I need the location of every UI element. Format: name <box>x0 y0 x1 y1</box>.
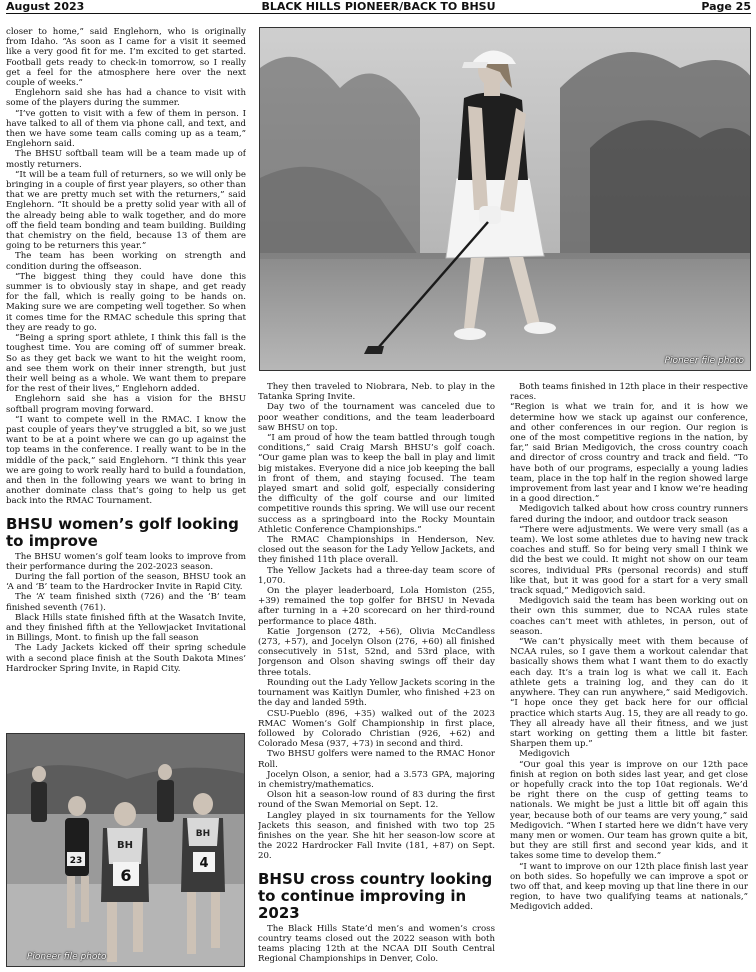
article-paragraph: They then traveled to Niobrara, Neb. to play in the Tatanka Spring Invite. <box>258 382 495 403</box>
bib-number: 4 <box>199 856 209 871</box>
article-paragraph: “We can’t physically meet with them because of NCAA rules, so I gave them a workout calendar that basically shows them what I want them to do exactly each day. It’s a train log is what we call it. Each athlete gets a training log, and they can do it anywhere. They can run anywhere,” said Medigovich. “I hope once they get back here for our official practice which starts Aug. 15, they are all ready to go. They all already have all their fitness, and we just start working on getting them a little bit faster. Sharpen them up.” <box>510 637 748 750</box>
article-paragraph: During the fall portion of the season, BHSU took an ‘A and ‘B’ team to the Hardrocker Invite in Rapid City. <box>6 571 246 593</box>
article-paragraph: closer to home,” said Englehorn, who is originally from Idaho. “As soon as I came for a visit it seemed like a very good fit for me. I’m excited to get started. Football gets ready to check-in tomorrow, so I really get a feel for the atmosphere here over the next couple of weeks.” <box>6 27 246 89</box>
article-paragraph: “I am proud of how the team battled through tough conditions,” said Craig Marsh BHSU’s golf coach. “Our game plan was to keep the ball in play and limit big mistakes. Everyone did a nice job keeping the ball in front of them, and staying focused. The team played smart and solid golf, especially considering the difficulty of the golf course and our limited competitive rounds this spring. We will use our recent success as a springboard into the Rocky Mountain Athletic Conference Championships.” <box>258 433 495 535</box>
article-paragraph: “It will be a team full of returners, so we will only be bringing in a couple of first year players, so other than that we are pretty much set with the returners,” said Englehorn. “It should be a pretty solid year with all of the already being able to walk together, and do more off the field team bonding and team building. Building that chemistry on the field, because 13 of them are going to be returners this year.” <box>6 169 246 252</box>
article-paragraph: Olson hit a season-low round of 83 during the first round of the Swan Memorial on Sept. 12. <box>258 790 495 811</box>
article-paragraph: “Region is what we train for, and it is how we determine how we stack up against our conference, and other conferences in our region. Our region is one of the most competitive regions in the nation, by far,” said Brian Medigovich, the cross country coach and director of cross country and track and field. “To have both of our programs, especially a young ladies team, place in the top half in the region showed large improvement from last year and I know we’re heading in a good direction.” <box>510 402 748 505</box>
article-paragraph: Medigovich <box>519 749 570 760</box>
article-paragraph: On the player leaderboard, Lola Homiston (255, +39) remained the top golfer for BHSU in Nevada after turning in a +20 scorecard on her third-round performance to place 48th. <box>258 586 495 627</box>
column-3 <box>510 382 748 970</box>
page-header <box>6 0 751 14</box>
article-paragraph: Rounding out the Lady Yellow Jackets scoring in the tournament was Kaitlyn Dumler, who finished +23 on the day and landed 59th. <box>258 677 495 709</box>
article-paragraph: Medigovich said the team has been working out on their own this summer, due to NCAA rules state coaches can’t meet with athletes, in person, out of season. <box>510 596 748 637</box>
article-paragraph: Langley played in six tournaments for the Yellow Jackets this season, and finished with two top 25 finishes on the year. She hit her season-low score at the 2022 Hardrocker Fall Invite (181, +87) on Sept. 20. <box>258 810 495 862</box>
bib-number: 6 <box>120 866 132 885</box>
article-paragraph: “Our goal this year is improve on our 12th pace finish at region on both sides last year, and get close or hopefully crack into the top 10at regionals. We’d be right there on the cusp of getting teams to nationals. We might be just a little bit off again this year, because both of our teams are very young,” said Medigovich. “When I started here we didn’t have very many men or women. Our team has grown quite a bit, but they are still first and second year kids, and it takes some time to develop them.” <box>510 759 748 862</box>
bib-number: 23 <box>69 856 83 866</box>
jersey-logo: BH <box>195 829 211 839</box>
jersey-logo: BH <box>117 840 133 851</box>
article-paragraph: “I’ve gotten to visit with a few of them in person. I have talked to all of them via phone call, and text, and then we have some team calls coming up as a team,” Englehorn said. <box>6 108 246 150</box>
article-paragraph: The BHSU softball team will be a team made up of mostly returners. <box>6 149 246 170</box>
publication-name: BLACK HILLS PIONEER/BACK TO BHSU <box>261 0 496 13</box>
golf-headline: BHSU women’s golf looking to improve <box>6 514 239 550</box>
article-paragraph: Both teams finished in 12th place in their respective races. <box>510 382 748 403</box>
cross-country-headline: BHSU cross country looking to continue improving in 2023 <box>258 869 493 922</box>
article-paragraph: The RMAC Championships in Henderson, Nev. closed out the season for the Lady Yellow Jackets, and they finished 11th place overall. <box>258 535 495 566</box>
photo-credit: Pioneer file photo <box>664 356 744 366</box>
article-paragraph: “Being a spring sport athlete, I think this fall is the toughest time. You are coming off of summer break. So as they get back we want to hit the weight room, and see them work on their inner strength, but just their well being as a whole. We want them to prepare for the rest of their lives,” Englehorn added. <box>6 333 246 395</box>
golfer-illustration <box>260 28 751 371</box>
page-number: Page 25 <box>701 0 751 13</box>
article-paragraph: Englehorn said she has had a chance to visit with some of the players during the summer. <box>6 88 246 109</box>
article-paragraph: The Lady Jackets kicked off their spring schedule with a second place finish at the South Dakota Mines’ Hardrocker Spring Invite, in Rapid City. <box>6 643 246 674</box>
article-paragraph: The BHSU women’s golf team looks to improve from their performance during the 202-2023 season. <box>6 551 246 572</box>
article-paragraph: The Black Hills State’d men’s and women’s cross country teams closed out the 2022 season with both teams placing 12th at the NCAA DII South Central Regional Championships in Denver, Colo. <box>258 923 495 965</box>
article-paragraph: Black Hills state finished fifth at the Wasatch Invite, and they finished fifth at the Yellowjacket Invitational in Billings, Mont. to finish up the fall season <box>6 612 246 644</box>
article-paragraph: “The biggest thing they could have done this summer is to obviously stay in shape, and get ready for the fall, which is really going to be hands on. Making sure we are competing well together. So when it comes time for the RMAC schedule this spring that they are ready to go. <box>6 271 246 333</box>
article-paragraph: The team has been working on strength and condition during the offseason. <box>6 251 246 272</box>
article-paragraph: Katie Jorgenson (272, +56), Olivia McCandless (273, +57), and Jocelyn Olson (276, +60) all finished consecutively in 51st, 52nd, and 53rd place, with Jorgenson and Olson shaving swings off their day three totals. <box>258 626 495 678</box>
article-paragraph: The Yellow Jackets had a three-day team score of 1,070. <box>258 565 495 586</box>
photo-credit: Pioneer file photo <box>27 952 107 962</box>
column-1 <box>6 27 246 727</box>
article-paragraph: Two BHSU golfers were named to the RMAC Honor Roll. <box>258 749 495 770</box>
column-2 <box>258 382 495 970</box>
article-paragraph: “There were adjustments. We were very small (as a team). We lost some athletes due to having new track coaches and stuff. So for being very small I think we did the best we could. It might not show on our team scores, individual PRs (personal records) and stuff like that, but it was good for a start for a very small track squad,” Medigovich said. <box>510 524 748 597</box>
article-paragraph: The ‘A’ team finished sixth (726) and the ‘B’ team finished seventh (761). <box>6 592 246 613</box>
article-paragraph: Day two of the tournament was canceled due to poor weather conditions, and the team leaderboard saw BHSU on top. <box>258 402 495 433</box>
article-paragraph: Jocelyn Olson, a senior, had a 3.573 GPA, majoring in chemistry/mathematics. <box>258 769 495 790</box>
article-paragraph: Englehorn said she has a vision for the BHSU softball program moving forward. <box>6 394 246 415</box>
issue-date: August 2023 <box>6 0 85 13</box>
article-paragraph: Medigovich talked about how cross country runners fared during the indoor, and outdoor track season <box>510 504 748 525</box>
article-paragraph: CSU-Pueblo (896, +35) walked out of the 2023 RMAC Women’s Golf Championship in first place, followed by Colorado Christian (926, +62) and Colorado Mesa (937, +73) in second and third. <box>258 708 495 750</box>
runners-illustration <box>7 734 245 967</box>
article-paragraph: “I want to compete well in the RMAC. I know the past couple of years they’ve struggled a bit, so we just want to be at a point where we can go up against the top teams in the conference. I really want to be in the middle of the pack,” said Englehorn. “I think this year we are going to work really hard to build a foundation, and then in the following years we want to bring in another dominate class that’s going to help us get back into the RMAC Tournament. <box>6 414 246 507</box>
cross-country-photo <box>6 733 245 967</box>
golf-photo <box>259 27 751 371</box>
article-paragraph: “I want to improve on our 12th place finish last year on both sides. So hopefully we can improve a spot or two off that, and keep moving up that line there in our region, to have two qualifying teams at nationals,” Medigovich added. <box>510 861 748 913</box>
